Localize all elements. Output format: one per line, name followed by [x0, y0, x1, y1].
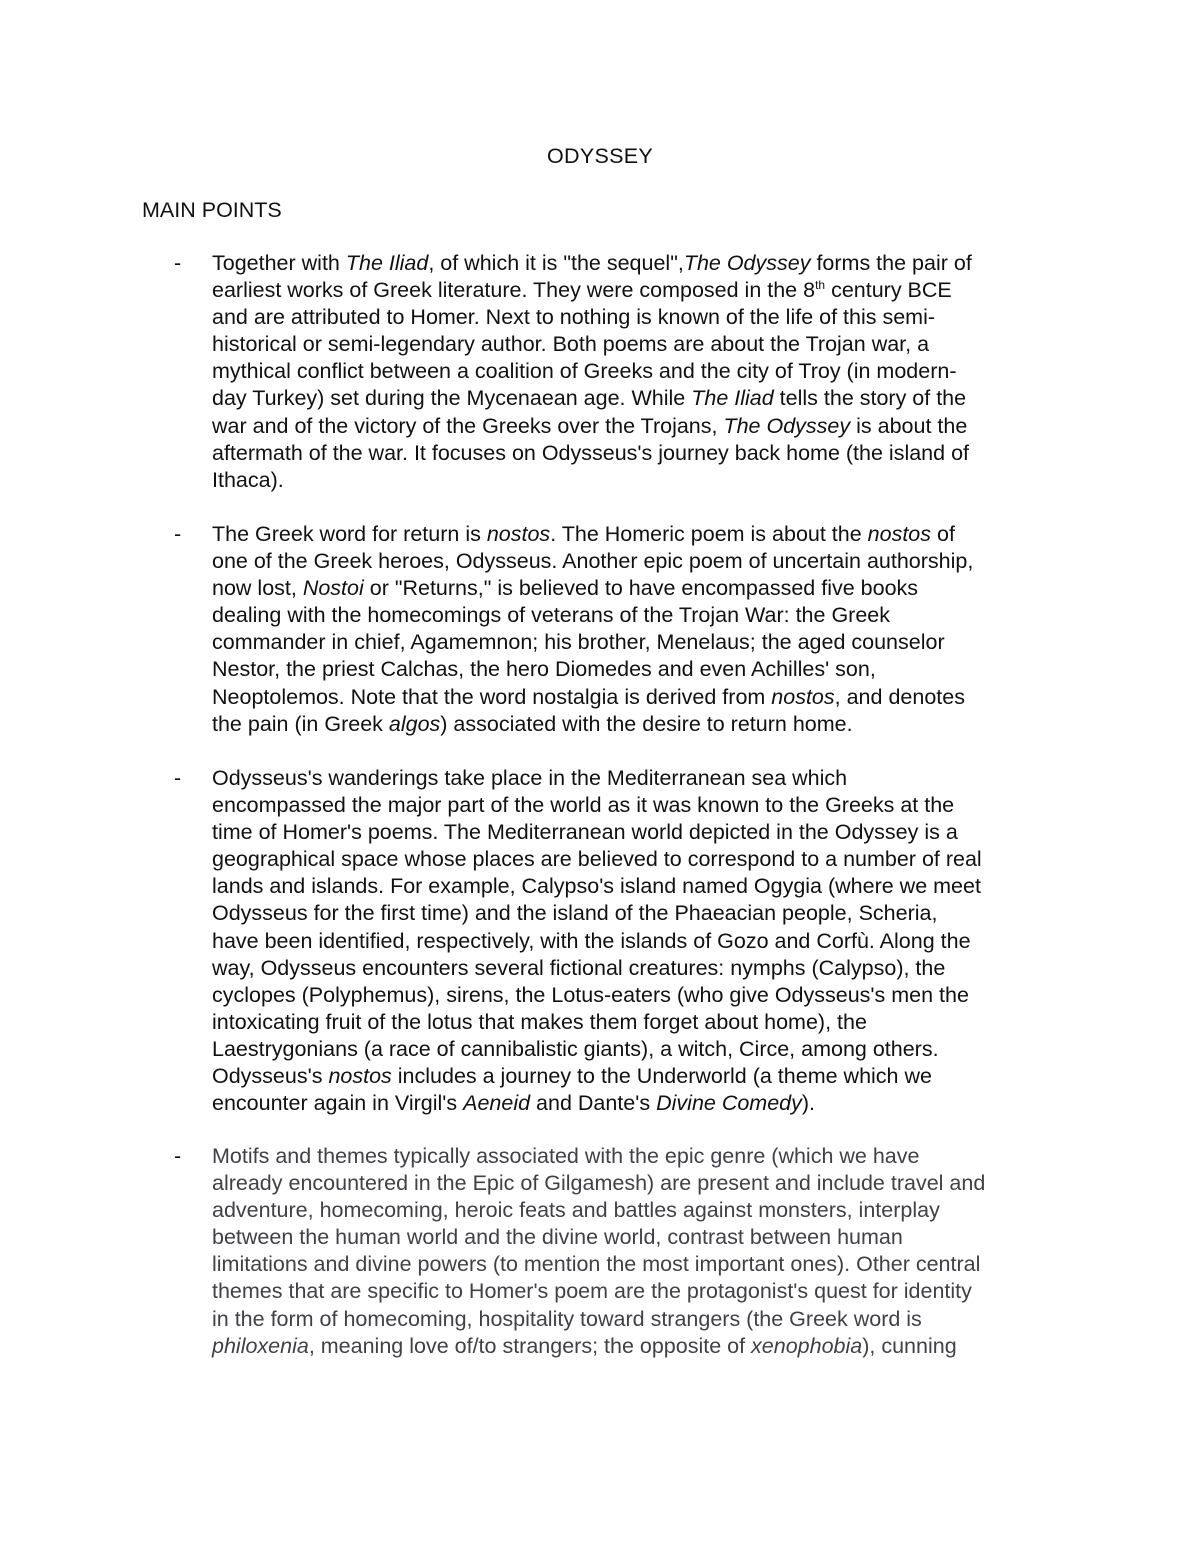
- paragraph-line: [212, 467, 1068, 494]
- text-run: way, Odysseus encounters several fictional creatures: nymphs (Calypso), the: [212, 955, 946, 980]
- paragraph-line: [212, 1197, 1068, 1224]
- italic-text: Divine Comedy: [656, 1091, 802, 1116]
- italic-text: nostos: [771, 684, 835, 709]
- text-run: Together with: [212, 251, 346, 275]
- italic-text: nostos: [328, 1064, 392, 1089]
- paragraph-line: [212, 656, 1068, 683]
- text-run: Odysseus's: [212, 1064, 329, 1089]
- italic-text: Nostoi: [302, 576, 364, 601]
- italic-text: The Odyssey: [723, 413, 851, 438]
- text-run: encompassed the major part of the world as it was known to the Greeks at the: [212, 793, 955, 818]
- text-run: and Dante's: [530, 1091, 657, 1116]
- text-run: cyclopes (Polyphemus), sirens, the Lotus-eaters (who give Odysseus's men the: [212, 982, 969, 1007]
- paragraph-line: [212, 1306, 1068, 1333]
- text-run: day Turkey) set during the Mycenaean age. While: [212, 386, 692, 411]
- paragraph-line: [212, 575, 1068, 602]
- text-run: and are attributed to Homer. Next to nothing is known of the life of this semi-: [212, 305, 936, 330]
- text-run: themes that are specific to Homer's poem are the protagonist's quest for identity: [212, 1279, 972, 1304]
- text-run: geographical space whose places are believed to correspond to a number of real: [212, 847, 982, 872]
- text-run: tells the story of the: [773, 386, 967, 411]
- text-run: , and denotes: [834, 684, 965, 709]
- text-run: ), cunning: [862, 1333, 957, 1358]
- italic-text: The Odyssey: [683, 251, 811, 275]
- paragraph-line: [212, 602, 1068, 629]
- paragraph-line: [212, 1036, 1068, 1063]
- superscript-text: th: [815, 278, 826, 293]
- section-heading: MAIN POINTS: [142, 198, 282, 222]
- bullet-dash: -: [174, 1144, 182, 1168]
- text-run: between the human world and the divine world, contrast between human: [212, 1225, 903, 1250]
- paragraph-line: [212, 548, 1068, 575]
- italic-text: The Iliad: [345, 251, 429, 275]
- text-run: includes a journey to the Underworld (a theme which we: [391, 1064, 932, 1089]
- italic-text: Aeneid: [463, 1091, 531, 1116]
- text-run: century BCE: [825, 278, 952, 303]
- paragraph-line: [212, 413, 1068, 440]
- paragraph-line: [212, 873, 1068, 900]
- bullet-dash: -: [174, 522, 182, 546]
- text-run: historical or semi-legendary author. Both poems are about the Trojan war, a: [212, 332, 930, 357]
- text-run: time of Homer's poems. The Mediterranean world depicted in the Odyssey is a: [212, 820, 958, 845]
- text-run: ).: [801, 1091, 816, 1116]
- paragraph-line: [212, 629, 1068, 656]
- paragraph-line: [212, 819, 1068, 846]
- bullet-dash: -: [174, 251, 182, 275]
- italic-text: xenophobia: [751, 1333, 863, 1358]
- text-run: mythical conflict between a coalition of Greeks and the city of Troy (in modern-: [212, 359, 957, 384]
- paragraph-line: [212, 1143, 1068, 1170]
- text-run: lands and islands. For example, Calypso's island named Ogygia (where we meet: [212, 874, 981, 899]
- text-run: one of the Greek heroes, Odysseus. Another epic poem of uncertain authorship,: [212, 549, 974, 574]
- paragraph-line: [212, 792, 1068, 819]
- paragraph-line: [212, 1278, 1068, 1305]
- paragraph-line: [212, 304, 1068, 331]
- text-run: of: [931, 522, 955, 546]
- text-run: the pain (in Greek: [212, 711, 389, 736]
- paragraph-line: [212, 900, 1068, 927]
- italic-text: nostos: [867, 522, 932, 546]
- text-run: Ithaca).: [212, 467, 284, 492]
- paragraph-line: [212, 846, 1068, 873]
- text-run: adventure, homecoming, heroic feats and battles against monsters, interplay: [212, 1198, 940, 1223]
- italic-text: nostos: [486, 522, 551, 546]
- text-run: Nestor, the priest Calchas, the hero Diomedes and even Achilles' son,: [212, 657, 876, 682]
- text-run: . The Homeric poem is about the: [550, 522, 868, 546]
- text-run: ) associated with the desire to return home.: [440, 711, 853, 736]
- text-run: in the form of homecoming, hospitality toward strangers (the Greek word is: [212, 1306, 922, 1331]
- text-run: limitations and divine powers (to mention the most important ones). Other central: [212, 1252, 981, 1277]
- text-run: aftermath of the war. It focuses on Odysseus's journey back home (the island of: [212, 440, 969, 465]
- paragraph-line: [212, 982, 1068, 1009]
- paragraph-line: [212, 358, 1068, 385]
- bullet-paragraph: [212, 1143, 1068, 1360]
- text-run: war and of the victory of the Greeks over the Trojans,: [212, 413, 724, 438]
- text-run: dealing with the homecomings of veterans of the Trojan War: the Greek: [212, 603, 890, 628]
- text-run: earliest works of Greek literature. They were composed in the 8: [212, 278, 816, 303]
- paragraph-line: [212, 1009, 1068, 1036]
- paragraph-line: [212, 1333, 1068, 1360]
- paragraph-line: [212, 1090, 1068, 1117]
- text-run: Odysseus's wanderings take place in the Mediterranean sea which: [212, 766, 848, 790]
- document-title: ODYSSEY: [546, 144, 654, 168]
- paragraph-line: [212, 1063, 1068, 1090]
- paragraph-line: [212, 440, 1068, 467]
- paragraph-line: [212, 331, 1068, 358]
- text-run: or "Returns," is believed to have encompassed five books: [363, 576, 919, 601]
- paragraph-line: [212, 765, 1068, 792]
- paragraph-line: [212, 711, 1068, 738]
- paragraph-line: [212, 955, 1068, 982]
- italic-text: The Iliad: [691, 386, 774, 411]
- bullet-paragraph: [212, 765, 1068, 1117]
- text-run: is about the: [850, 413, 968, 438]
- text-run: commander in chief, Agamemnon; his brother, Menelaus; the aged counselor: [212, 630, 945, 655]
- text-run: , of which it is "the sequel",: [428, 251, 684, 275]
- text-run: have been identified, respectively, with the islands of Gozo and Corfù. Along the: [212, 928, 971, 953]
- italic-text: algos: [388, 711, 441, 736]
- paragraph-line: [212, 1251, 1068, 1278]
- bullet-paragraph: [212, 521, 1068, 738]
- paragraph-line: [212, 684, 1068, 711]
- bullet-dash: -: [174, 766, 182, 790]
- text-run: Odysseus for the first time) and the island of the Phaeacian people, Scheria,: [212, 901, 938, 926]
- paragraph-line: [212, 1170, 1068, 1197]
- paragraph-line: [212, 385, 1068, 412]
- paragraph-line: [212, 277, 1068, 304]
- text-run: intoxicating fruit of the lotus that makes them forget about home), the: [212, 1009, 867, 1034]
- paragraph-line: [212, 1224, 1068, 1251]
- text-run: Laestrygonians (a race of cannibalistic giants), a witch, Circe, among others.: [212, 1036, 939, 1061]
- paragraph-line: [212, 928, 1068, 955]
- text-run: Motifs and themes typically associated with the epic genre (which we have: [212, 1144, 920, 1168]
- paragraph-line: [212, 250, 1068, 277]
- text-run: now lost,: [212, 576, 303, 601]
- text-run: forms the pair of: [810, 251, 972, 275]
- text-run: encounter again in Virgil's: [212, 1091, 464, 1116]
- text-run: , meaning love of/to strangers; the opposite of: [308, 1333, 752, 1358]
- paragraph-line: [212, 521, 1068, 548]
- bullet-paragraph: [212, 250, 1068, 494]
- text-run: Neoptolemos. Note that the word nostalgia is derived from: [212, 684, 772, 709]
- italic-text: philoxenia: [212, 1333, 309, 1358]
- text-run: The Greek word for return is: [212, 522, 487, 546]
- text-run: already encountered in the Epic of Gilgamesh) are present and include travel and: [212, 1171, 986, 1196]
